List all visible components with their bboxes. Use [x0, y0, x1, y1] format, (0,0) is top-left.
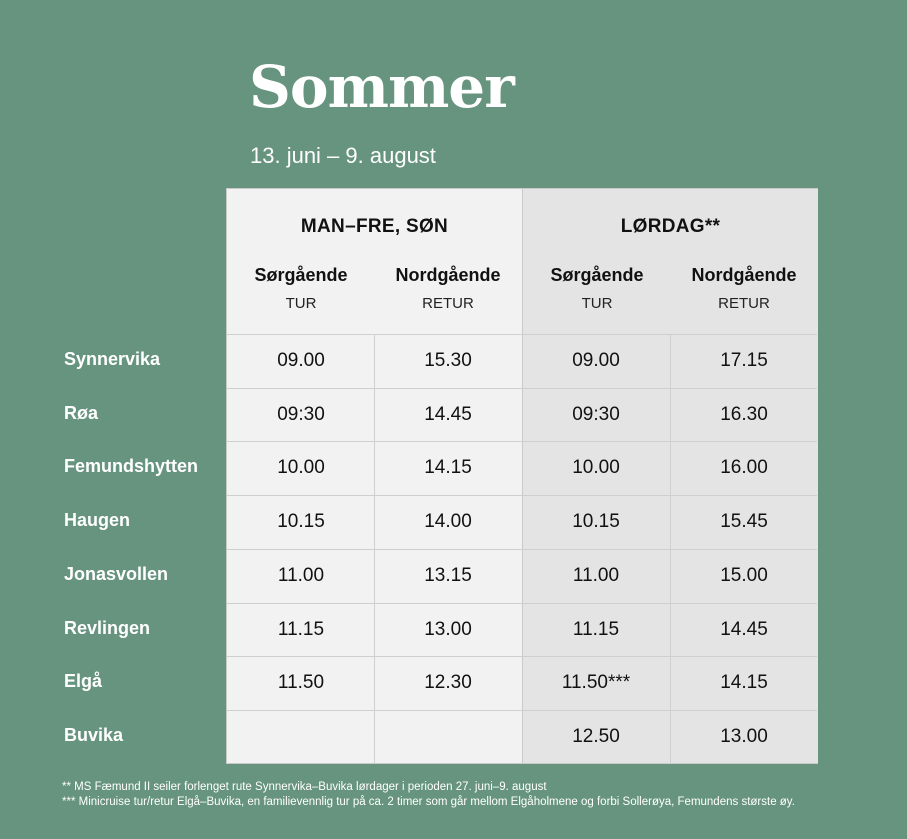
- page-title: Sommer: [249, 53, 514, 121]
- time-cell: 15.45: [720, 511, 768, 533]
- column-header: [227, 265, 375, 312]
- column-header: [523, 265, 671, 312]
- footnote: *** Minicruise tur/retur Elgå–Buvika, en familievennlig tur på ca. 2 timer som går mellom Elgåholmene og forbi Sollerøya, Femundens største øy.: [62, 796, 795, 808]
- date-range: 13. juni – 9. august: [250, 143, 436, 168]
- time-cell: 10.00: [572, 457, 620, 479]
- time-cell: 16.30: [720, 403, 768, 425]
- footnote: ** MS Fæmund II seiler forlenget rute Synnervika–Buvika lørdager i perioden 27. juni–9. august: [62, 781, 547, 793]
- time-cell: 14.15: [424, 457, 472, 479]
- stop-name: Jonasvollen: [64, 563, 169, 584]
- column-direction: Sørgående: [550, 265, 644, 285]
- time-cell: 14.15: [720, 672, 768, 694]
- stop-name: Revlingen: [64, 617, 151, 638]
- column-header: [374, 265, 522, 312]
- time-cell: 13.00: [424, 618, 472, 640]
- time-cell: 09:30: [572, 403, 620, 425]
- time-cell: 17.15: [720, 350, 768, 371]
- group-title: LØRDAG**: [620, 216, 721, 237]
- time-cell: 15.30: [424, 350, 472, 371]
- stop-name: Synnervika: [64, 349, 161, 369]
- time-cell: 11.00: [277, 564, 325, 586]
- stop-name: Haugen: [64, 510, 131, 531]
- time-cell: 10.15: [572, 511, 620, 533]
- time-cell: [374, 710, 522, 763]
- time-cell: 10.00: [277, 457, 325, 479]
- column-type: RETUR: [718, 295, 770, 312]
- timetable: [226, 188, 818, 764]
- stop-name: Femundshytten: [64, 456, 199, 477]
- time-cell: 11.15: [277, 618, 325, 640]
- column-direction: Nordgående: [691, 265, 797, 285]
- time-cell: 14.00: [424, 511, 472, 533]
- time-cell: 13.15: [424, 564, 472, 586]
- footnotes: [62, 780, 795, 810]
- time-cell: 11.00: [572, 564, 620, 586]
- time-cell: 09.00: [277, 350, 325, 371]
- group-title: MAN–FRE, SØN: [300, 216, 449, 237]
- time-cell: 12.50: [572, 725, 620, 747]
- time-cell: 11.15: [572, 618, 620, 640]
- time-cell: 09.00: [572, 350, 620, 371]
- time-cell: 11.50: [277, 672, 325, 694]
- time-cell: 14.45: [424, 403, 472, 425]
- column-direction: Nordgående: [395, 265, 501, 285]
- time-cell: 14.45: [720, 618, 768, 640]
- time-cell: 10.15: [277, 511, 325, 533]
- time-cell: 12.30: [424, 672, 472, 694]
- column-direction: Sørgående: [254, 265, 348, 285]
- time-cell: 16.00: [720, 457, 768, 479]
- stop-name: Buvika: [64, 724, 124, 745]
- time-cell: [227, 710, 375, 763]
- column-type: TUR: [581, 295, 613, 312]
- time-cell: 09:30: [277, 403, 325, 425]
- time-cell: 11.50***: [561, 672, 631, 694]
- stop-name: Røa: [64, 402, 99, 423]
- column-type: RETUR: [422, 295, 474, 312]
- column-header: [670, 265, 818, 312]
- column-type: TUR: [285, 295, 317, 312]
- time-cell: 15.00: [720, 564, 768, 586]
- stop-name: Elgå: [64, 671, 103, 692]
- time-cell: 13.00: [720, 725, 768, 747]
